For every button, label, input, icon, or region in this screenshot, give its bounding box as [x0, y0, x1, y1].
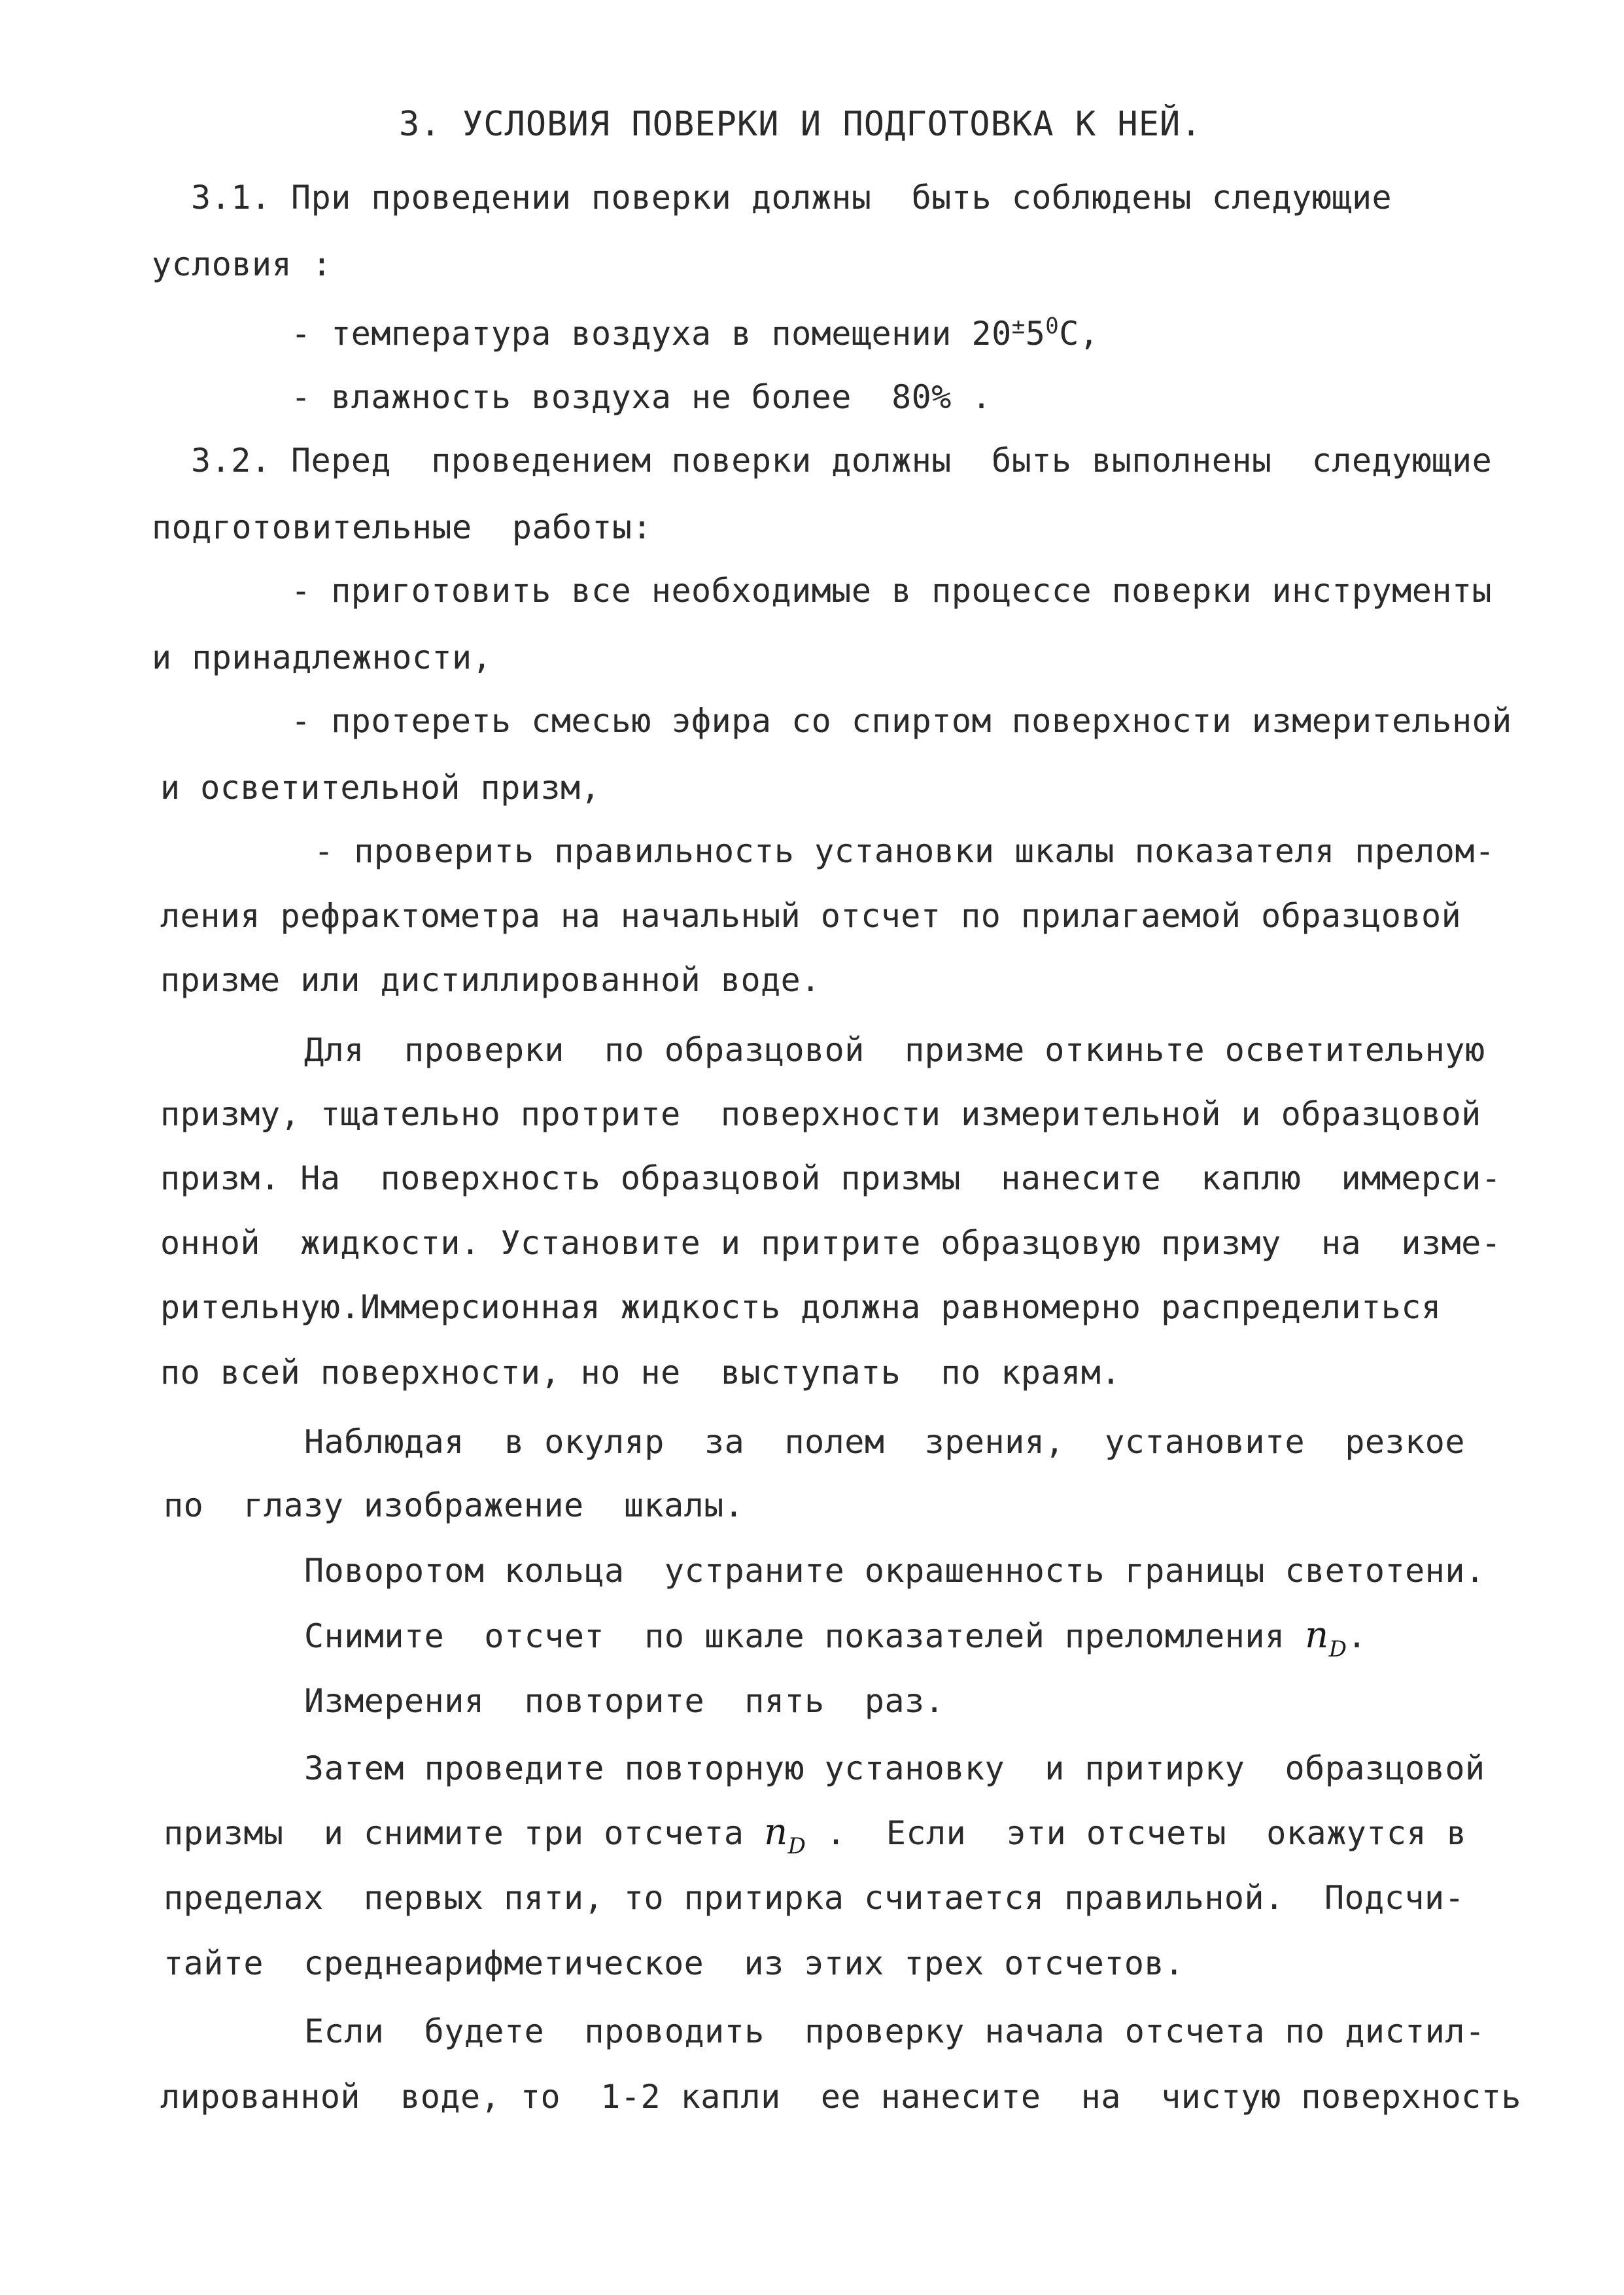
p1-line-6: по всей поверхности, но не выступать по краям. [160, 1354, 1121, 1392]
p4-line-2-end: . Если эти отсчеты окажутся в [806, 1814, 1467, 1852]
refractive-index-subscript: D [1328, 1636, 1347, 1662]
p3-line-2 [304, 1616, 1367, 1660]
refractive-index-symbol-2: n [764, 1811, 788, 1853]
p3-line-3: Измерения повторите пять раз. [304, 1682, 945, 1720]
temp-plus-minus: ± [1011, 313, 1026, 340]
s32-line-5: - протереть смесью эфира со спиртом поверхности измерительной [291, 702, 1512, 740]
p5-line-2: лированной воде, то 1-2 капли ее нанесите на чистую поверхность [160, 2078, 1521, 2116]
p3-line-2-text: Снимите отсчет по шкале показателей преломления [304, 1617, 1305, 1655]
p1-line-4: онной жидкости. Установите и притрите образцовую призму на изме- [160, 1224, 1502, 1262]
p2-line-1: Наблюдая в окуляр за полем зрения, установите резкое [304, 1423, 1465, 1461]
s32-line-6: и осветительной призм, [160, 769, 601, 807]
p1-line-3: призм. На поверхность образцовой призмы нанесите каплю иммерси- [160, 1159, 1502, 1197]
s32-line-3: - приготовить все необходимые в процессе поверки инструменты [291, 572, 1493, 610]
s31-line-1: 3.1. При проведении поверки должны быть соблюдены следующие [191, 179, 1392, 217]
p4-line-4: тайте среднеарифметическое из этих трех отсчетов. [164, 1944, 1184, 1982]
s32-line-2: подготовительные работы: [152, 508, 653, 546]
temp-prefix: - температура воздуха в помещении 20 [291, 315, 1012, 353]
p4-line-2-text: призмы и снимите три отсчета [164, 1814, 765, 1852]
s32-line-1: 3.2. Перед проведением поверки должны быть выполнены следующие [191, 442, 1493, 480]
temp-five: 5 [1025, 315, 1046, 353]
s32-line-7: - проверить правильность установки шкалы показателя прелом- [314, 832, 1495, 870]
p5-line-1: Если будете проводить проверку начала отсчета по дистил- [304, 2012, 1485, 2050]
p4-line-1: Затем проведите повторную установку и притирку образцовой [304, 1749, 1485, 1787]
p1-line-2: призму, тщательно протрите поверхности измерительной и образцовой [160, 1095, 1481, 1133]
s31-temperature-line [291, 314, 1099, 353]
s32-line-9: призме или дистиллированной воде. [160, 961, 821, 999]
refractive-index-symbol: n [1305, 1614, 1329, 1656]
p2-line-2: по глазу изображение шкалы. [164, 1486, 744, 1524]
p4-line-2 [164, 1813, 1466, 1857]
temp-degree: 0 [1045, 313, 1060, 340]
p1-line-5: рительную.Иммерсионная жидкость должна равномерно распределиться [160, 1288, 1442, 1326]
s31-line-2: условия : [152, 245, 332, 283]
p1-line-1: Для проверки по образцовой призме откиньте осветительную [304, 1031, 1485, 1069]
section-title: 3. УСЛОВИЯ ПОВЕРКИ И ПОДГОТОВКА К НЕЙ. [399, 105, 1202, 144]
p3-line-2-end: . [1347, 1617, 1368, 1655]
p4-line-3: пределах первых пяти, то притирка считается правильной. Подсчи- [164, 1879, 1465, 1917]
s31-humidity-line: - влажность воздуха не более 80% . [291, 378, 992, 416]
refractive-index-subscript-2: D [787, 1833, 806, 1859]
s32-line-8: ления рефрактометра на начальный отсчет по прилагаемой образцовой [160, 897, 1462, 935]
p3-line-1: Поворотом кольца устраните окрашенность границы светотени. [304, 1552, 1485, 1590]
temp-suffix: С, [1059, 315, 1099, 353]
s32-line-4: и принадлежности, [152, 639, 492, 676]
